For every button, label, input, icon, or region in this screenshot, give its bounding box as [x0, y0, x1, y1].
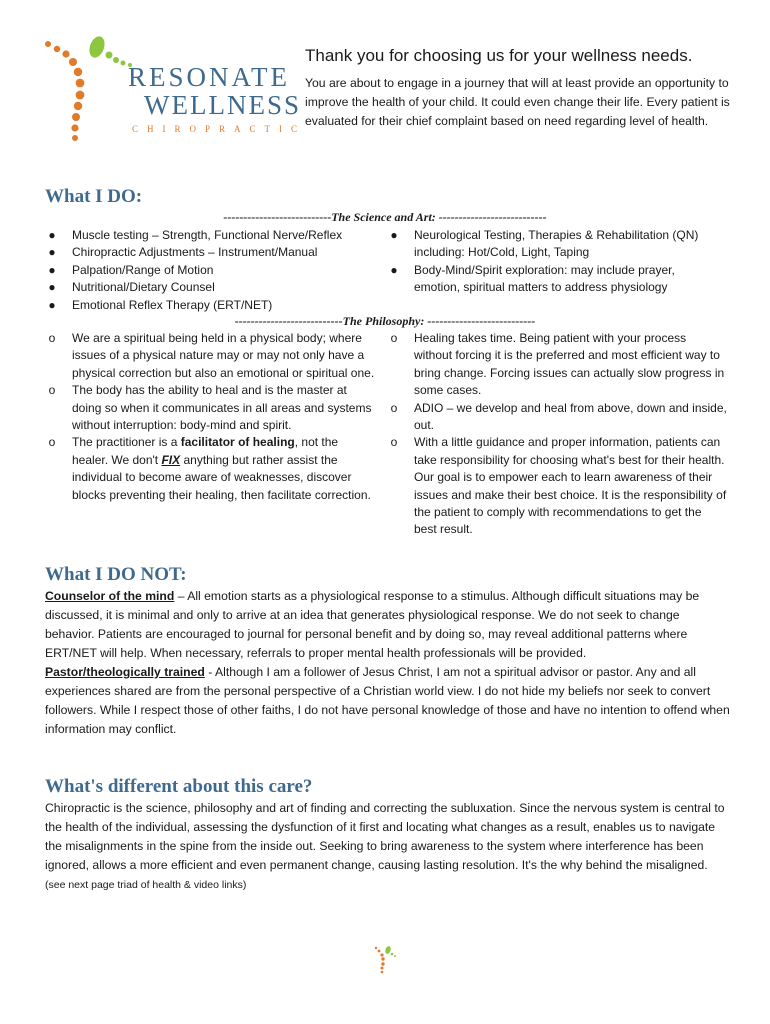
list-item: o ADIO – we develop and heal from above, down and inside, out.: [387, 400, 727, 435]
list-item: ● Body-Mind/Spirit exploration: may include prayer, emotion, spiritual matters to address physiology: [387, 262, 722, 297]
logo-text-wellness: WELLNESS: [144, 90, 301, 120]
pastor-label: Pastor/theologically trained: [45, 665, 205, 679]
science-art-divider: ---------------------------The Science and Art: ---------------------------: [223, 210, 547, 224]
bullet-icon: ●: [48, 245, 56, 260]
next-page-note: (see next page triad of health & video links): [45, 879, 247, 891]
list-item: ● Nutritional/Dietary Counsel: [45, 279, 380, 296]
circle-bullet-icon: o: [390, 400, 398, 415]
bullet-icon: ●: [48, 297, 56, 312]
pastor-paragraph: Pastor/theologically trained - Although I am a follower of Jesus Christ, I am not a spiritual advisor or pastor. Any and all experiences shared are from the personal perspective of a Christian world view. I do not hide my beliefs nor seek to convert followers. While I respect those of other faiths, I do not have personal knowledge of those and have no intention to offend when information may conflict.: [45, 665, 730, 736]
what-i-do-heading: What I DO:: [45, 186, 143, 207]
whats-different-heading: What's different about this care?: [45, 776, 313, 797]
list-item: o With a little guidance and proper information, patients can take responsibility for choosing what's best for their health. Our goal is to empower each to learn awareness of their issues and make their best choice. It is the responsibility of the patient to comply with recommendations to get the best result.: [387, 434, 727, 538]
footer-logo-icon: [373, 944, 397, 976]
circle-bullet-icon: o: [48, 435, 56, 450]
what-i-do-not-body: [45, 587, 730, 739]
facilitator-emphasis: facilitator of healing: [180, 435, 295, 450]
list-item: ● Neurological Testing, Therapies & Rehabilitation (QN) including: Hot/Cold, Light, Taping: [387, 227, 722, 262]
whats-different-body: Chiropractic is the science, philosophy and art of finding and correcting the subluxation. Since the nervous system is central to the health of the individual, assessing the dysfunction of it first and locating what changes as a result, enables us to navigate the misalignments in the spine from the inside out. Seeking to bring awareness to the system where interference has been ignored, allows a more efficient and even permanent change, causing lasting resolution. It's the why behind the misaligned. (see next page triad of health & video links): [45, 801, 725, 891]
science-left-list: [45, 227, 380, 314]
circle-bullet-icon: o: [48, 331, 56, 345]
resonate-wellness-logo: [40, 32, 307, 152]
intro-block: [305, 46, 735, 131]
circle-bullet-icon: o: [390, 435, 398, 450]
list-item: ● Palpation/Range of Motion: [45, 262, 380, 279]
science-right-list: [387, 227, 722, 297]
philosophy-right-list: [387, 330, 727, 539]
counselor-label: Counselor of the mind: [45, 589, 175, 603]
bullet-icon: ●: [48, 262, 56, 277]
list-item: o Healing takes time. Being patient with your process without forcing it is the preferred and most efficient way to bring change. Forcing issues can actually slow progress in some cases.: [387, 330, 727, 400]
counselor-paragraph: Counselor of the mind – All emotion starts as a physiological response to a stimulus. Although difficult situations may be discussed, it is minimal and only to arrive at an idea that generates physiological response. We do not seek to change behavior. Patients are encouraged to journal for personal benefit and by doing so, may reveal additional patterns where ERT/NET will help. When necessary, referrals to proper mental health professionals will be provided.: [45, 589, 700, 660]
list-item: o We are a spiritual being held in a physical body; where issues of a physical nature may or may not only have a physical correction but also an emotional or spiritual one.: [45, 330, 375, 382]
circle-bullet-icon: o: [390, 331, 398, 345]
logo-spine-icon: [40, 32, 140, 152]
list-item: o The practitioner is a facilitator of healing, not the healer. We don't FIX anything but rather assist the individual to become aware of weaknesses, discover blocks preventing their healing, then facilitate correction.: [45, 434, 375, 504]
intro-body: You are about to engage in a journey that will at least provide an opportunity to improve the health of your child. It could even change their life. Every patient is evaluated for their chief complaint based on need regarding level of health.: [305, 76, 730, 128]
logo-text-chiropractic: CHIROPRACTIC: [132, 124, 307, 134]
bullet-icon: ●: [48, 280, 56, 295]
bullet-icon: ●: [390, 262, 398, 277]
circle-bullet-icon: o: [48, 383, 56, 398]
list-item: ● Emotional Reflex Therapy (ERT/NET): [45, 297, 380, 314]
intro-title: Thank you for choosing us for your wellness needs.: [305, 46, 693, 65]
bullet-icon: ●: [390, 228, 398, 242]
list-item: ● Chiropractic Adjustments – Instrument/Manual: [45, 244, 380, 261]
fix-emphasis: FIX: [161, 452, 181, 467]
philosophy-divider: ---------------------------The Philosophy: ---------------------------: [234, 314, 536, 328]
bullet-icon: ●: [48, 228, 56, 242]
list-item: o The body has the ability to heal and is the master at doing so when it communicates in all areas and systems without interruption: body-mind and spirit.: [45, 382, 375, 434]
list-item: ● Muscle testing – Strength, Functional Nerve/Reflex: [45, 227, 380, 244]
logo-text-resonate: RESONATE: [128, 62, 291, 92]
what-i-do-not-heading: What I DO NOT:: [45, 564, 187, 585]
philosophy-left-list: [45, 330, 375, 504]
